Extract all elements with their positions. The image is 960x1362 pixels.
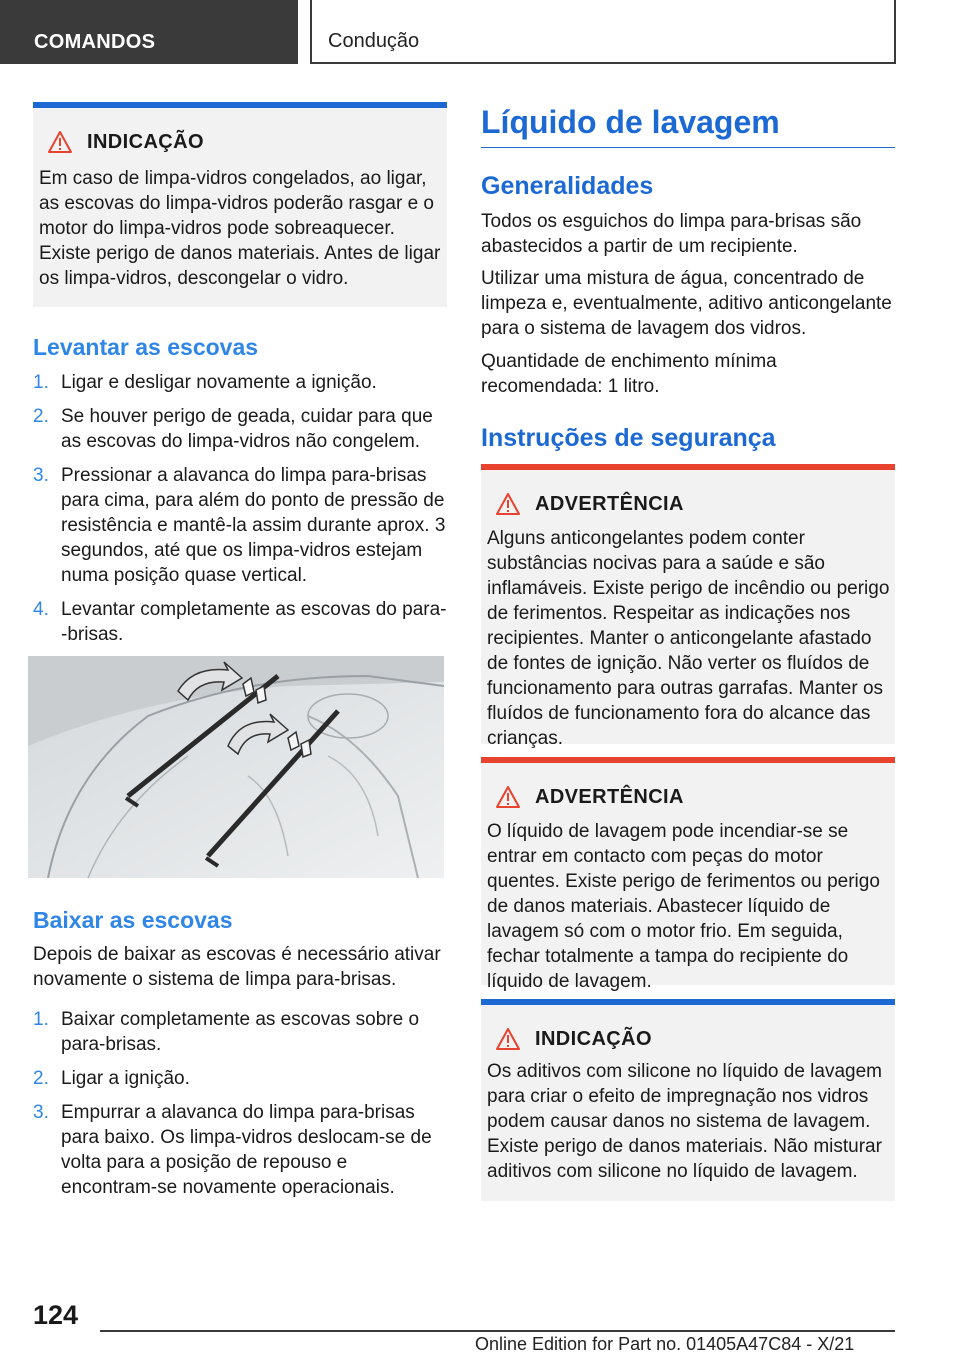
chapter-tab: Condução [310, 0, 896, 64]
warning-text: O líquido de lavagem pode incendiar-se se entrar em contacto com peças do motor quentes. Existe perigo de ferimentos ou perigo de danos materiais. Abastecer líquido de lavagem só com o motor frio. Em seguida, fechar totalmente a tampa do recipiente do líquido de lavagem. [487, 821, 880, 992]
list-item: 2. Ligar a ignição. [33, 1068, 190, 1089]
notice-rule [481, 999, 895, 1005]
raise-wipers-heading: Levantar as escovas [33, 334, 259, 360]
warning-triangle-icon [47, 130, 73, 154]
notice-rule [33, 102, 447, 108]
list-item: 3. Empurrar a alavanca do limpa para-brisas para baixo. Os limpa-vidros deslocam-se de volta para a posição de repouso e encontram-se novamente operacionais. [33, 1102, 432, 1198]
raise-steps-list [33, 370, 447, 656]
wiper-illustration [28, 656, 444, 878]
warning-triangle-icon [495, 785, 521, 809]
page-title: Líquido de lavagem [481, 104, 780, 140]
list-item: 4. Levantar completamente as escovas do para--brisas. [33, 599, 447, 645]
notice-label: INDICAÇÃO [535, 1027, 652, 1050]
warning-header [495, 785, 684, 809]
notice-box-silicone [481, 999, 895, 1201]
notice-label: INDICAÇÃO [87, 130, 204, 153]
general-heading: Generalidades [481, 172, 654, 200]
warning-triangle-icon [495, 1027, 521, 1051]
windshield-wipers-drawing [28, 656, 444, 878]
safety-heading: Instruções de segurança [481, 424, 776, 452]
notice-header [47, 130, 204, 154]
list-item: 3. Pressionar a alavanca do limpa para-brisas para cima, para além do ponto de pressão de resistência e mantê-la assim durante aprox. 3 segundos, até que os limpa-vidros estejam numa posição quase vertical. [33, 465, 446, 586]
general-paragraph-3: Quantidade de enchimento mínima recomendada: 1 litro. [481, 351, 777, 397]
page-number: 124 [33, 1300, 79, 1330]
warning-rule [481, 757, 895, 763]
lower-intro-text: Depois de baixar as escovas é necessário ativar novamente o sistema de limpa para-brisas. [33, 944, 441, 990]
edition-footer: Online Edition for Part no. 01405A47C84 - X/21 [475, 1334, 855, 1354]
page-header [0, 0, 960, 66]
notice-text: Os aditivos com silicone no líquido de lavagem para criar o efeito de impregnação nos vidros podem causar danos no sistema de lavagem. Existe perigo de danos materiais. Não misturar aditivos com silicone no líquido de lavagem. [487, 1061, 882, 1182]
list-item: 1. Baixar completamente as escovas sobre o para-brisas. [33, 1009, 420, 1055]
notice-box-frozen-wipers [33, 102, 447, 307]
notice-header [495, 1027, 652, 1051]
lower-steps-list [33, 1007, 447, 1209]
warning-label: ADVERTÊNCIA [535, 785, 684, 808]
section-tab: COMANDOS [0, 0, 298, 64]
warning-triangle-icon [495, 492, 521, 516]
warning-header [495, 492, 684, 516]
warning-box-hot-engine [481, 757, 895, 992]
title-rule [481, 147, 895, 148]
warning-rule [481, 464, 895, 470]
footer-rule [100, 1330, 895, 1332]
lower-wipers-heading: Baixar as escovas [33, 907, 233, 933]
general-paragraph-2: Utilizar uma mistura de água, concentrado de limpeza e, eventualmente, aditivo anticongelante para o sistema de lavagem dos vidros. [481, 268, 892, 339]
warning-box-antifreeze [481, 464, 895, 749]
list-item: 2. Se houver perigo de geada, cuidar para que as escovas do limpa-vidros não congelem. [33, 406, 433, 452]
general-paragraph-1: Todos os esguichos do limpa para-brisas são abastecidos a partir de um recipiente. [481, 211, 862, 257]
list-item: 1. Ligar e desligar novamente a ignição. [33, 372, 377, 393]
notice-text: Em caso de limpa-vidros congelados, ao ligar, as escovas do limpa-vidros poderão rasgar e o motor do limpa-vidros pode sobreaquecer. Existe perigo de danos materiais. Antes de ligar os limpa-vidros, descongelar o vidro. [39, 168, 441, 289]
warning-text: Alguns anticongelantes podem conter substâncias nocivas para a saúde e são inflamáveis. Existe perigo de incêndio ou perigo de ferimentos. Respeitar as indicações nos recipientes. Manter o anticongelante afastado de fontes de ignição. Não verter os fluídos de funcionamento para outras garrafas. Manter os fluídos de funcionamento fora do alcance das crianças. [487, 528, 890, 749]
warning-label: ADVERTÊNCIA [535, 492, 684, 515]
